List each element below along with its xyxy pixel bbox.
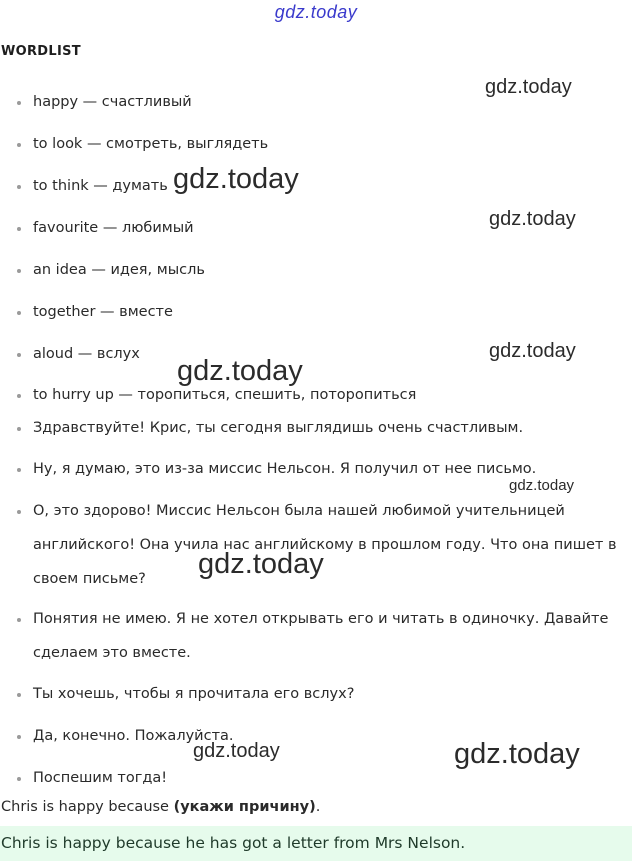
list-item: happy — счастливый (33, 85, 192, 119)
wordlist-heading: WORDLIST (1, 44, 81, 59)
list-item: Ну, я думаю, это из-за миссис Нельсон. Я получил от нее письмо. (33, 452, 536, 486)
list-item: Да, конечно. Пожалуйста. (33, 719, 234, 753)
watermark: gdz.today (173, 163, 299, 195)
watermark: gdz.today (489, 208, 576, 230)
watermark: gdz.today (198, 548, 324, 580)
list-item: О, это здорово! Миссис Нельсон была нашей любимой учительницей английского! Она учила нас английскому в прошлом году. Что она пишет в своем письме? (33, 494, 629, 596)
question-prefix: Chris is happy because (1, 799, 174, 815)
watermark: gdz.today (193, 740, 280, 762)
list-item: to look — смотреть, выглядеть (33, 127, 268, 161)
list-item: Понятия не имею. Я не хотел открывать его и читать в одиночку. Давайте сделаем это вместе. (33, 602, 629, 670)
watermark: gdz.today (485, 76, 572, 98)
question-suffix: . (315, 799, 321, 815)
list-item: together — вместе (33, 295, 173, 329)
list-item: aloud — вслух (33, 337, 140, 371)
watermark: gdz.today (177, 355, 303, 387)
list-item: Здравствуйте! Крис, ты сегодня выглядишь очень счастливым. (33, 411, 523, 445)
watermark: gdz.today (454, 738, 580, 770)
question-hint: (укажи причину) (173, 799, 316, 815)
watermark: gdz.today (509, 477, 575, 494)
list-item: Поспешим тогда! (33, 761, 167, 795)
answer-box: Chris is happy because he has got a letter from Mrs Nelson. (0, 826, 632, 861)
list-item: an idea — идея, мысль (33, 253, 205, 287)
list-item: Ты хочешь, чтобы я прочитала его вслух? (33, 677, 354, 711)
watermark: gdz.today (489, 340, 576, 362)
question (1, 799, 320, 815)
list-item: to hurry up — торопиться, спешить, поторопиться (33, 378, 416, 412)
list-item: favourite — любимый (33, 211, 194, 245)
top-watermark: gdz.today (274, 2, 358, 22)
list-item: to think — думать (33, 169, 168, 203)
